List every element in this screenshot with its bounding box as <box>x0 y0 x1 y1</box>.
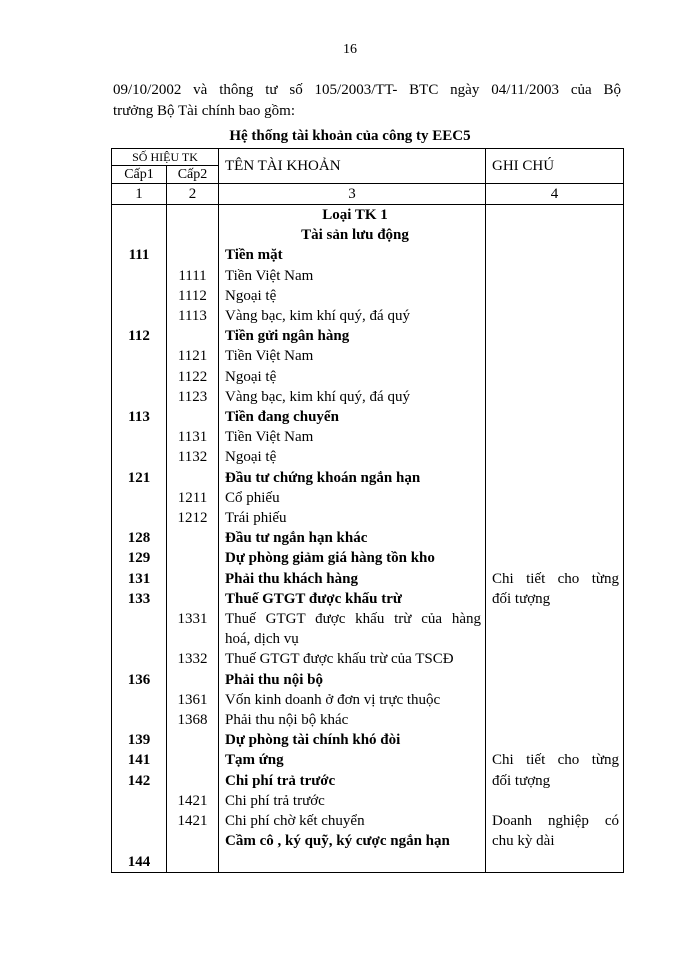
col-number-1: 1 <box>112 184 167 205</box>
account-code-level1 <box>112 649 167 669</box>
account-code-level2: 1123 <box>167 387 219 407</box>
table-row <box>112 811 624 831</box>
account-name: Đầu tư ngắn hạn khác <box>219 528 486 548</box>
account-code-level2: 1132 <box>167 447 219 467</box>
account-name: Ngoại tệ <box>219 286 486 306</box>
account-note <box>486 528 624 548</box>
account-name: Phải thu nội bộ khác <box>219 710 486 730</box>
page-number: 16 <box>343 42 357 57</box>
account-code-level1: 111 <box>112 245 167 265</box>
account-name: Phải thu nội bộ <box>219 670 486 690</box>
account-name: Thuế GTGT được khấu trừ <box>219 589 486 609</box>
account-note <box>486 205 624 226</box>
account-code-level1: 141 <box>112 750 167 770</box>
table-row <box>112 750 624 770</box>
account-code-level2 <box>167 629 219 649</box>
col-number-4: 4 <box>486 184 624 205</box>
table-row <box>112 852 624 873</box>
account-code-level1 <box>112 690 167 710</box>
account-note <box>486 710 624 730</box>
account-note: Chi tiết cho từng <box>486 569 624 589</box>
table-row <box>112 548 624 568</box>
account-name: Ngoại tệ <box>219 367 486 387</box>
account-note <box>486 427 624 447</box>
account-name: Tiền đang chuyển <box>219 407 486 427</box>
table-row <box>112 447 624 467</box>
table-row <box>112 528 624 548</box>
table-row <box>112 427 624 447</box>
account-code-level2 <box>167 225 219 245</box>
account-code-level1: 129 <box>112 548 167 568</box>
account-code-level2 <box>167 548 219 568</box>
table-row <box>112 488 624 508</box>
account-name: Tiền Việt Nam <box>219 427 486 447</box>
account-note <box>486 508 624 528</box>
table-row <box>112 831 624 851</box>
account-note <box>486 367 624 387</box>
account-code-level2 <box>167 831 219 851</box>
account-note <box>486 326 624 346</box>
account-note <box>486 266 624 286</box>
account-note <box>486 609 624 629</box>
account-name: hoá, dịch vụ <box>219 629 486 649</box>
account-code-level1 <box>112 609 167 629</box>
account-code-level2: 1211 <box>167 488 219 508</box>
account-note <box>486 447 624 467</box>
account-code-level1: 142 <box>112 771 167 791</box>
account-code-level1 <box>112 306 167 326</box>
account-code-level1 <box>112 488 167 508</box>
table-body <box>112 205 624 873</box>
account-name: Phải thu khách hàng <box>219 569 486 589</box>
account-code-level2 <box>167 468 219 488</box>
account-note <box>486 286 624 306</box>
account-note <box>486 407 624 427</box>
account-code-level1 <box>112 367 167 387</box>
account-code-level1: 133 <box>112 589 167 609</box>
account-name: Tiền gửi ngân hàng <box>219 326 486 346</box>
table-row <box>112 710 624 730</box>
account-name: Ngoại tệ <box>219 447 486 467</box>
header-level1: Cấp1 <box>112 166 167 184</box>
account-note: Chi tiết cho từng <box>486 750 624 770</box>
account-code-level1 <box>112 205 167 226</box>
table-row <box>112 609 624 629</box>
table-row <box>112 771 624 791</box>
account-code-level2 <box>167 730 219 750</box>
account-name: Chi phí trả trước <box>219 771 486 791</box>
account-code-level2 <box>167 326 219 346</box>
account-name: Đầu tư chứng khoán ngắn hạn <box>219 468 486 488</box>
table-row <box>112 346 624 366</box>
account-code-level2: 1121 <box>167 346 219 366</box>
account-name: Tiền Việt Nam <box>219 266 486 286</box>
account-code-level1 <box>112 508 167 528</box>
table-row <box>112 569 624 589</box>
account-code-level2: 1332 <box>167 649 219 669</box>
account-code-level1 <box>112 710 167 730</box>
account-name <box>219 852 486 873</box>
accounts-table <box>111 148 624 873</box>
account-note <box>486 245 624 265</box>
account-code-level1 <box>112 427 167 447</box>
account-code-level1 <box>112 225 167 245</box>
account-code-level1: 136 <box>112 670 167 690</box>
col-number-3: 3 <box>219 184 486 205</box>
account-code-level1: 113 <box>112 407 167 427</box>
account-code-level1: 128 <box>112 528 167 548</box>
table-row <box>112 326 624 346</box>
account-code-level2: 1111 <box>167 266 219 286</box>
account-note <box>486 852 624 873</box>
account-code-level2 <box>167 670 219 690</box>
table-row <box>112 468 624 488</box>
table-row <box>112 387 624 407</box>
account-note: đối tượng <box>486 771 624 791</box>
account-name: Vàng bạc, kim khí quý, đá quý <box>219 387 486 407</box>
table-row <box>112 690 624 710</box>
account-note <box>486 387 624 407</box>
account-name: Loại TK 1 <box>219 205 486 226</box>
account-code-level1 <box>112 811 167 831</box>
col-number-2: 2 <box>167 184 219 205</box>
account-name: Tiền Việt Nam <box>219 346 486 366</box>
account-code-level1 <box>112 346 167 366</box>
table-row <box>112 508 624 528</box>
table-row <box>112 245 624 265</box>
account-name: Tài sản lưu động <box>219 225 486 245</box>
account-code-level1 <box>112 266 167 286</box>
intro-line-2: trưởng Bộ Tài chính bao gồm: <box>113 103 296 119</box>
account-name: Vàng bạc, kim khí quý, đá quý <box>219 306 486 326</box>
table-row <box>112 367 624 387</box>
account-code-level1: 144 <box>112 852 167 873</box>
header-account-name: TÊN TÀI KHOẢN <box>219 149 486 184</box>
account-code-level1 <box>112 286 167 306</box>
account-name: Thuế GTGT được khấu trừ của TSCĐ <box>219 649 486 669</box>
account-code-level1 <box>112 831 167 851</box>
table-row <box>112 791 624 811</box>
account-note <box>486 649 624 669</box>
account-code-level2: 1421 <box>167 791 219 811</box>
account-code-level2: 1361 <box>167 690 219 710</box>
account-code-level2: 1113 <box>167 306 219 326</box>
account-code-level2 <box>167 589 219 609</box>
account-code-level2 <box>167 750 219 770</box>
account-name: Cổ phiếu <box>219 488 486 508</box>
account-code-level1: 139 <box>112 730 167 750</box>
account-code-level2 <box>167 205 219 226</box>
intro-line-1: 09/10/2002 và thông tư số 105/2003/TT- BTC ngày 04/11/2003 của Bộ <box>113 82 621 98</box>
account-note: Doanh nghiệp có <box>486 811 624 831</box>
account-note <box>486 629 624 649</box>
account-name: Trái phiếu <box>219 508 486 528</box>
account-name: Thuế GTGT được khấu trừ của hàng <box>219 609 486 629</box>
table-row <box>112 266 624 286</box>
account-name: Chi phí chờ kết chuyển <box>219 811 486 831</box>
account-code-level1 <box>112 791 167 811</box>
account-code-level2 <box>167 569 219 589</box>
account-name: Tạm ứng <box>219 750 486 770</box>
account-note <box>486 690 624 710</box>
account-code-level2: 1112 <box>167 286 219 306</box>
account-code-level1 <box>112 447 167 467</box>
account-code-level1: 121 <box>112 468 167 488</box>
header-account-number: SỐ HIỆU TK <box>112 149 219 166</box>
account-code-level2: 1122 <box>167 367 219 387</box>
header-level2: Cấp2 <box>167 166 219 184</box>
account-code-level2 <box>167 852 219 873</box>
account-code-level2 <box>167 245 219 265</box>
table-title: Hệ thống tài khoản của công ty EEC5 <box>229 128 471 144</box>
table-row <box>112 670 624 690</box>
account-name: Chi phí trả trước <box>219 791 486 811</box>
account-note: đối tượng <box>486 589 624 609</box>
account-code-level1: 131 <box>112 569 167 589</box>
intro-paragraph <box>113 80 621 122</box>
table-row <box>112 205 624 226</box>
account-name: Dự phòng giảm giá hàng tồn kho <box>219 548 486 568</box>
table-row <box>112 730 624 750</box>
account-code-level1 <box>112 629 167 649</box>
account-note <box>486 670 624 690</box>
account-note <box>486 306 624 326</box>
account-code-level2 <box>167 771 219 791</box>
account-note <box>486 225 624 245</box>
table-row <box>112 225 624 245</box>
account-name: Tiền mặt <box>219 245 486 265</box>
table-row <box>112 407 624 427</box>
account-note <box>486 488 624 508</box>
account-code-level1: 112 <box>112 326 167 346</box>
account-note <box>486 730 624 750</box>
account-code-level2 <box>167 528 219 548</box>
account-code-level2: 1331 <box>167 609 219 629</box>
header-note: GHI CHÚ <box>486 149 624 184</box>
table-row <box>112 286 624 306</box>
table-row <box>112 306 624 326</box>
account-note: chu kỳ dài <box>486 831 624 851</box>
account-note <box>486 791 624 811</box>
account-code-level2: 1368 <box>167 710 219 730</box>
account-code-level2: 1212 <box>167 508 219 528</box>
account-code-level2: 1131 <box>167 427 219 447</box>
account-code-level2 <box>167 407 219 427</box>
table-row <box>112 649 624 669</box>
table-row <box>112 589 624 609</box>
account-note <box>486 468 624 488</box>
account-code-level1 <box>112 387 167 407</box>
table-row <box>112 629 624 649</box>
account-name: Vốn kinh doanh ở đơn vị trực thuộc <box>219 690 486 710</box>
account-code-level2: 1421 <box>167 811 219 831</box>
account-note <box>486 548 624 568</box>
account-name: Dự phòng tài chính khó đòi <box>219 730 486 750</box>
account-name: Cầm cô , ký quỹ, ký cược ngắn hạn <box>219 831 486 851</box>
account-note <box>486 346 624 366</box>
